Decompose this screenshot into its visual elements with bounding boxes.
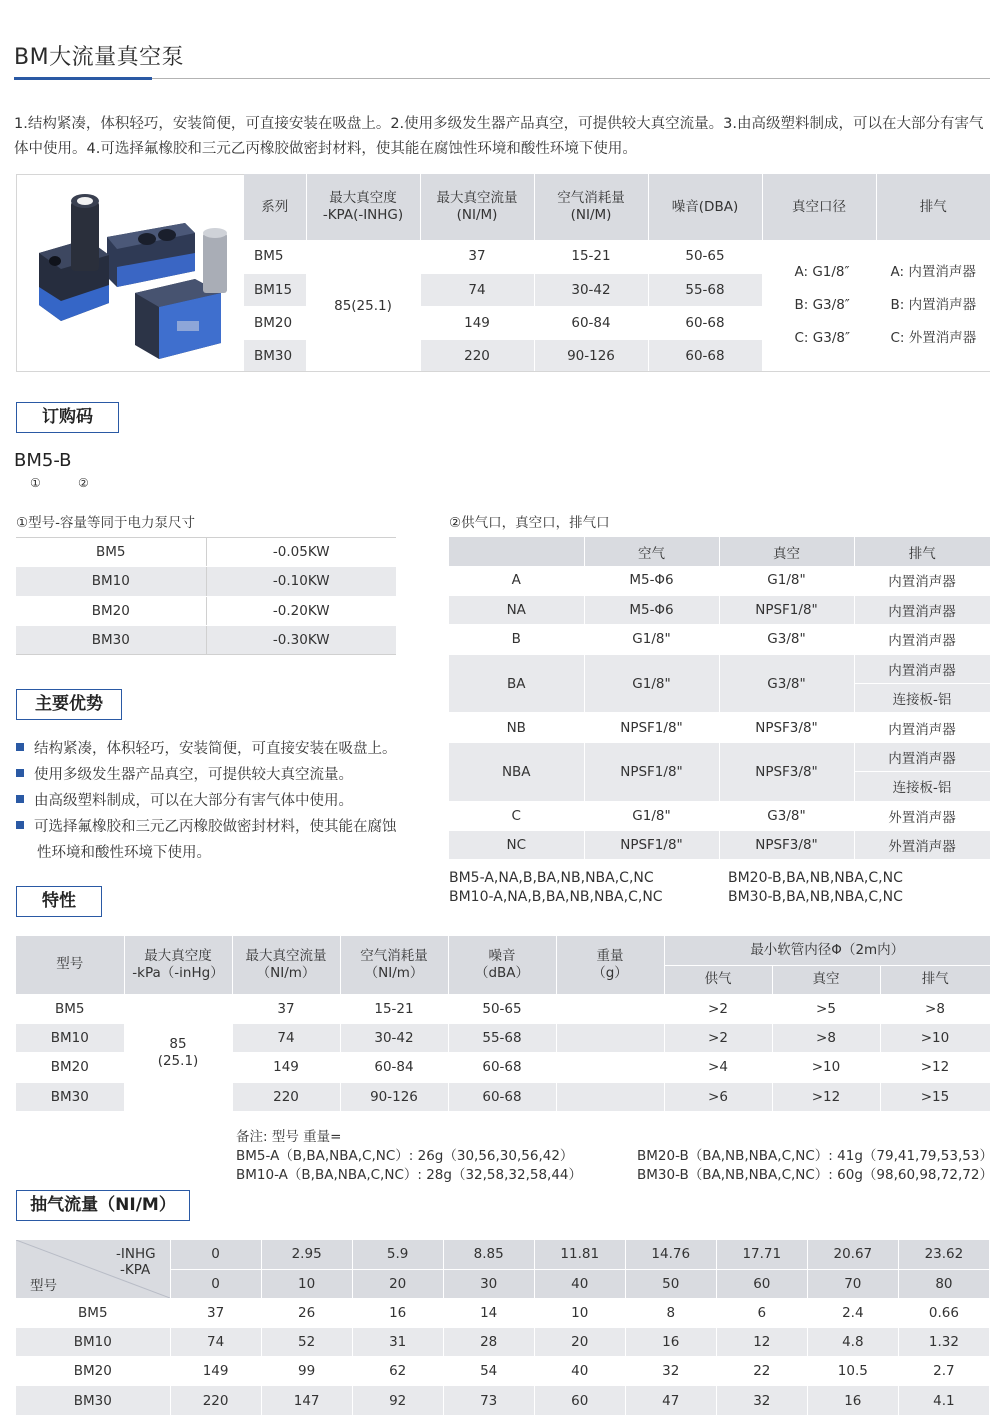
table-cell: M5-Φ6	[584, 595, 719, 624]
port-header-vacuum: 真空	[719, 537, 854, 566]
spec-exhaust-cell	[876, 240, 990, 372]
table-cell: 内置消声器	[854, 566, 990, 595]
table-cell: 80	[898, 1269, 989, 1298]
table-cell: 55-68	[648, 273, 762, 306]
power-table-bottom-border	[16, 654, 396, 655]
flow-table	[16, 1240, 990, 1416]
table-row	[16, 1386, 990, 1415]
table-cell: BM30	[16, 1386, 170, 1415]
table-cell: BM20	[16, 596, 206, 626]
table-cell: BM20	[16, 1357, 170, 1386]
table-cell: 52	[261, 1328, 352, 1357]
weight-note-head: 备注: 型号 重量=	[236, 1129, 342, 1145]
table-row	[449, 566, 990, 595]
port-table	[449, 537, 991, 860]
table-cell: 10	[534, 1298, 625, 1327]
spec-header-flow: 最大真空流量 (NI/M)	[420, 174, 534, 240]
table-cell: NPSF1/8"	[719, 595, 854, 624]
table-cell: 连接板-铝	[854, 772, 990, 801]
table-cell: 0.66	[898, 1298, 989, 1327]
corner-model-label: 型号	[30, 1278, 57, 1294]
table-cell: NPSF1/8"	[584, 713, 719, 742]
table-cell: 外置消声器	[854, 831, 990, 860]
table-cell: 220	[420, 339, 534, 372]
table-cell: 54	[443, 1357, 534, 1386]
table-cell: 60-84	[534, 306, 648, 339]
table-cell: 20	[352, 1269, 443, 1298]
power-table-top-border	[16, 537, 396, 538]
list-item: 可选择氟橡胶和三元乙丙橡胶做密封材料，使其能在腐蚀	[16, 814, 426, 840]
table-cell: 60-84	[340, 1053, 448, 1082]
spec-header-vacuum: 最大真空度 -KPA(-INHG)	[306, 174, 420, 240]
table-cell: 16	[807, 1386, 898, 1415]
table-cell: BM5	[16, 537, 206, 567]
table-cell: 4.8	[807, 1328, 898, 1357]
table-cell: >4	[664, 1053, 772, 1082]
table-cell: 外置消声器	[854, 801, 990, 830]
list-item: 性环境和酸性环境下使用。	[37, 845, 211, 861]
table-cell: C	[449, 801, 584, 830]
table-cell: 4.1	[898, 1386, 989, 1415]
table-cell: 149	[170, 1357, 261, 1386]
table-cell: -0.10KW	[206, 567, 396, 597]
table-cell: 40	[534, 1269, 625, 1298]
model-list-3: BM10-A,NA,B,BA,NB,NBA,C,NC	[449, 889, 663, 905]
table-cell: G1/8"	[719, 566, 854, 595]
table-cell: 60-68	[448, 1082, 556, 1111]
table-cell: NB	[449, 713, 584, 742]
table-cell: 6	[716, 1298, 807, 1327]
section-features: 特性	[16, 886, 102, 917]
table-cell: >8	[772, 1023, 880, 1052]
table-cell: 74	[420, 273, 534, 306]
features-vacuum-cell: 85 (25.1)	[124, 994, 232, 1112]
table-cell: BM30	[16, 626, 206, 656]
table-cell: 60	[716, 1269, 807, 1298]
section-advantages: 主要优势	[16, 689, 122, 720]
spec-header-series: 系列	[244, 174, 306, 240]
table-cell: 40	[534, 1357, 625, 1386]
table-cell: G1/8"	[584, 625, 719, 654]
table-cell: 30	[443, 1269, 534, 1298]
table-cell	[556, 1023, 664, 1052]
table-cell: 50	[625, 1269, 716, 1298]
table-cell: G1/8"	[584, 801, 719, 830]
table-cell: 32	[716, 1386, 807, 1415]
table-cell: NPSF3/8"	[719, 713, 854, 742]
table-row	[16, 994, 990, 1023]
order-code: BM5-B	[14, 450, 72, 471]
table-cell: 30-42	[534, 273, 648, 306]
table-cell: 8	[625, 1298, 716, 1327]
spec-header-noise: 噪音(DBA)	[648, 174, 762, 240]
table-row	[244, 240, 990, 273]
order-mark-2: ②	[78, 476, 89, 490]
features-table	[16, 936, 991, 1112]
corner-kpa-label: -KPA	[120, 1262, 151, 1278]
table-cell: 60-68	[648, 306, 762, 339]
table-cell: A	[449, 566, 584, 595]
model-list-1: BM5-A,NA,B,BA,NB,NBA,C,NC	[449, 870, 654, 886]
table-cell: 15-21	[340, 994, 448, 1023]
table-row	[449, 801, 990, 830]
table-cell: 14.76	[625, 1240, 716, 1269]
table-row	[16, 567, 396, 597]
table-cell: 内置消声器	[854, 654, 990, 683]
label-model-capacity: ①型号-容量等同于电力泵尺寸	[16, 515, 195, 531]
table-cell: >2	[664, 994, 772, 1023]
table-cell: 70	[807, 1269, 898, 1298]
table-cell: 73	[443, 1386, 534, 1415]
features-header-hose: 最小软管内径Φ（2m内）	[664, 936, 990, 965]
table-cell: 14	[443, 1298, 534, 1327]
table-cell: >12	[772, 1082, 880, 1111]
table-row	[449, 625, 990, 654]
table-cell: >5	[772, 994, 880, 1023]
flow-header-inhg-row	[16, 1240, 990, 1269]
table-cell: G3/8"	[719, 654, 854, 713]
table-cell: >12	[880, 1053, 990, 1082]
table-cell	[556, 994, 664, 1023]
table-cell: NPSF3/8"	[719, 742, 854, 801]
table-row	[16, 1328, 990, 1357]
table-cell: 连接板-铝	[854, 684, 990, 713]
product-image	[16, 174, 244, 372]
table-cell: NC	[449, 831, 584, 860]
page-title: BM大流量真空泵	[14, 45, 185, 70]
table-row	[449, 713, 990, 742]
table-cell: 2.4	[807, 1298, 898, 1327]
model-list-4: BM30-B,BA,NB,NBA,C,NC	[728, 889, 903, 905]
table-cell: 23.62	[898, 1240, 989, 1269]
table-cell: BM5	[244, 240, 306, 273]
table-row	[16, 596, 396, 626]
table-row	[16, 537, 396, 567]
table-cell: 62	[352, 1357, 443, 1386]
table-cell: 99	[261, 1357, 352, 1386]
table-cell: NA	[449, 595, 584, 624]
table-cell: 8.85	[443, 1240, 534, 1269]
table-row	[449, 654, 990, 683]
table-cell: 60-68	[448, 1053, 556, 1082]
table-cell: 17.71	[716, 1240, 807, 1269]
title-underline	[152, 78, 990, 79]
spec-table	[244, 174, 990, 373]
table-cell: 149	[232, 1053, 340, 1082]
table-cell: NPSF1/8"	[584, 831, 719, 860]
table-cell: 2.7	[898, 1357, 989, 1386]
features-header-vacuum: 最大真空度 -kPa（-inHg）	[124, 936, 232, 994]
table-cell: >6	[664, 1082, 772, 1111]
corner-inhg-label: -INHG	[116, 1246, 156, 1262]
table-cell: 37	[232, 994, 340, 1023]
features-header-weight: 重量 （g）	[556, 936, 664, 994]
model-list-2: BM20-B,BA,NB,NBA,C,NC	[728, 870, 903, 886]
table-cell: 26	[261, 1298, 352, 1327]
weight-note-2: BM10-A（B,BA,NBA,C,NC）: 28g（32,58,32,58,44）	[236, 1167, 583, 1183]
table-cell: 内置消声器	[854, 742, 990, 771]
table-cell: 22	[716, 1357, 807, 1386]
table-cell: >15	[880, 1082, 990, 1111]
table-cell: 60-68	[648, 339, 762, 372]
features-header-air: 空气消耗量 （NI/m）	[340, 936, 448, 994]
table-cell: 30-42	[340, 1023, 448, 1052]
weight-note-4: BM30-B（BA,NB,NBA,C,NC）: 60g（98,60,98,72,72）	[637, 1167, 993, 1183]
order-mark-1: ①	[30, 476, 41, 490]
weight-note-3: BM20-B（BA,NB,NBA,C,NC）: 41g（79,41,79,53,53）	[637, 1148, 993, 1164]
table-cell: 32	[625, 1357, 716, 1386]
table-cell: 10.5	[807, 1357, 898, 1386]
table-cell: 1.32	[898, 1328, 989, 1357]
table-cell: 92	[352, 1386, 443, 1415]
features-header-flow: 最大真空流量 （NI/m）	[232, 936, 340, 994]
power-table	[16, 537, 396, 656]
table-cell: M5-Φ6	[584, 566, 719, 595]
table-cell: -0.20KW	[206, 596, 396, 626]
list-item: 由高级塑料制成，可以在大部分有害气体中使用。	[16, 788, 426, 814]
table-row	[449, 742, 990, 771]
port-b: B: G3/8″	[794, 297, 850, 314]
bullet-icon	[16, 795, 24, 803]
table-cell: 16	[625, 1328, 716, 1357]
table-cell: 90-126	[534, 339, 648, 372]
table-cell: 90-126	[340, 1082, 448, 1111]
table-cell: 149	[420, 306, 534, 339]
port-header-code	[449, 537, 584, 566]
table-row	[16, 1357, 990, 1386]
features-subheader-exhaust: 排气	[880, 965, 990, 994]
table-cell: >8	[880, 994, 990, 1023]
advantages-list	[16, 736, 426, 866]
table-cell: 220	[232, 1082, 340, 1111]
table-cell: BM10	[16, 1328, 170, 1357]
table-cell: 0	[170, 1240, 261, 1269]
spec-table-bottom-border	[16, 371, 990, 372]
table-cell: 2.95	[261, 1240, 352, 1269]
table-cell: 10	[261, 1269, 352, 1298]
table-cell: G3/8"	[719, 801, 854, 830]
table-cell: 15-21	[534, 240, 648, 273]
table-cell: 60	[534, 1386, 625, 1415]
exhaust-b: B: 内置消声器	[890, 297, 977, 314]
table-cell: 74	[232, 1023, 340, 1052]
spec-header-port: 真空口径	[762, 174, 876, 240]
table-cell: BM20	[244, 306, 306, 339]
table-row	[449, 595, 990, 624]
table-cell	[556, 1082, 664, 1111]
section-order-code: 订购码	[16, 402, 119, 433]
table-cell: 55-68	[448, 1023, 556, 1052]
table-cell: BA	[449, 654, 584, 713]
table-cell: NPSF3/8"	[719, 831, 854, 860]
table-cell: 47	[625, 1386, 716, 1415]
weight-note-1: BM5-A（B,BA,NBA,C,NC）: 26g（30,56,30,56,42）	[236, 1148, 574, 1164]
title-underline-accent	[14, 77, 152, 80]
table-cell: G1/8"	[584, 654, 719, 713]
spec-vacuum-cell: 85(25.1)	[306, 240, 420, 372]
table-cell: >10	[772, 1053, 880, 1082]
features-subheader-vacuum: 真空	[772, 965, 880, 994]
table-cell: BM15	[244, 273, 306, 306]
table-cell: BM20	[16, 1053, 124, 1082]
table-row	[16, 626, 396, 656]
label-ports: ②供气口，真空口，排气口	[449, 515, 610, 531]
table-cell	[556, 1053, 664, 1082]
vacuum-pump-illustration	[17, 175, 245, 373]
spec-header-air: 空气消耗量 (NI/M)	[534, 174, 648, 240]
features-header-noise: 噪音 （dBA）	[448, 936, 556, 994]
table-cell: 28	[443, 1328, 534, 1357]
port-a: A: G1/8″	[794, 264, 850, 281]
table-cell: 147	[261, 1386, 352, 1415]
port-header-exhaust: 排气	[854, 537, 990, 566]
table-cell: -0.30KW	[206, 626, 396, 656]
table-cell: 内置消声器	[854, 713, 990, 742]
table-cell: 31	[352, 1328, 443, 1357]
table-cell: BM10	[16, 567, 206, 597]
table-cell: 12	[716, 1328, 807, 1357]
bullet-icon	[16, 821, 24, 829]
table-cell: BM5	[16, 994, 124, 1023]
bullet-icon	[16, 769, 24, 777]
table-cell: 11.81	[534, 1240, 625, 1269]
table-cell: 内置消声器	[854, 595, 990, 624]
table-cell: 37	[420, 240, 534, 273]
list-item: 使用多级发生器产品真空，可提供较大真空流量。	[16, 762, 426, 788]
list-item: 结构紧凑，体积轻巧，安装简便，可直接安装在吸盘上。	[16, 736, 426, 762]
table-cell: 5.9	[352, 1240, 443, 1269]
table-cell: G3/8"	[719, 625, 854, 654]
table-cell: >10	[880, 1023, 990, 1052]
table-cell: NPSF1/8"	[584, 742, 719, 801]
table-cell: 0	[170, 1269, 261, 1298]
table-cell: 20	[534, 1328, 625, 1357]
exhaust-c: C: 外置消声器	[890, 330, 977, 347]
intro-paragraph: 1.结构紧凑，体积轻巧，安装简便，可直接安装在吸盘上。2.使用多级发生器产品真空，可提供较大真空流量。3.由高级塑料制成，可以在大部分有害气体中使用。4.可选择氟橡胶和三元乙丙橡胶做密封材料，使其能在腐蚀性环境和酸性环境下使用。	[14, 116, 984, 157]
table-cell: BM10	[16, 1023, 124, 1052]
table-cell: 50-65	[448, 994, 556, 1023]
features-subheader-supply: 供气	[664, 965, 772, 994]
table-cell: 16	[352, 1298, 443, 1327]
bullet-icon	[16, 743, 24, 751]
table-cell: 内置消声器	[854, 625, 990, 654]
flow-corner-cell	[16, 1240, 170, 1298]
table-row	[449, 831, 990, 860]
spec-header-exhaust: 排气	[876, 174, 990, 240]
table-cell: 37	[170, 1298, 261, 1327]
table-cell: BM5	[16, 1298, 170, 1327]
exhaust-a: A: 内置消声器	[890, 264, 976, 281]
table-cell: >2	[664, 1023, 772, 1052]
table-cell: B	[449, 625, 584, 654]
table-cell: 220	[170, 1386, 261, 1415]
port-c: C: G3/8″	[794, 330, 850, 347]
table-cell: BM30	[244, 339, 306, 372]
table-cell: -0.05KW	[206, 537, 396, 567]
table-cell: 20.67	[807, 1240, 898, 1269]
table-row	[16, 1298, 990, 1327]
section-flow: 抽气流量（NI/M）	[16, 1190, 190, 1221]
table-cell: 74	[170, 1328, 261, 1357]
spec-port-cell	[762, 240, 876, 372]
table-cell: NBA	[449, 742, 584, 801]
table-cell: 50-65	[648, 240, 762, 273]
features-header-model: 型号	[16, 936, 124, 994]
port-header-air: 空气	[584, 537, 719, 566]
table-cell: BM30	[16, 1082, 124, 1111]
